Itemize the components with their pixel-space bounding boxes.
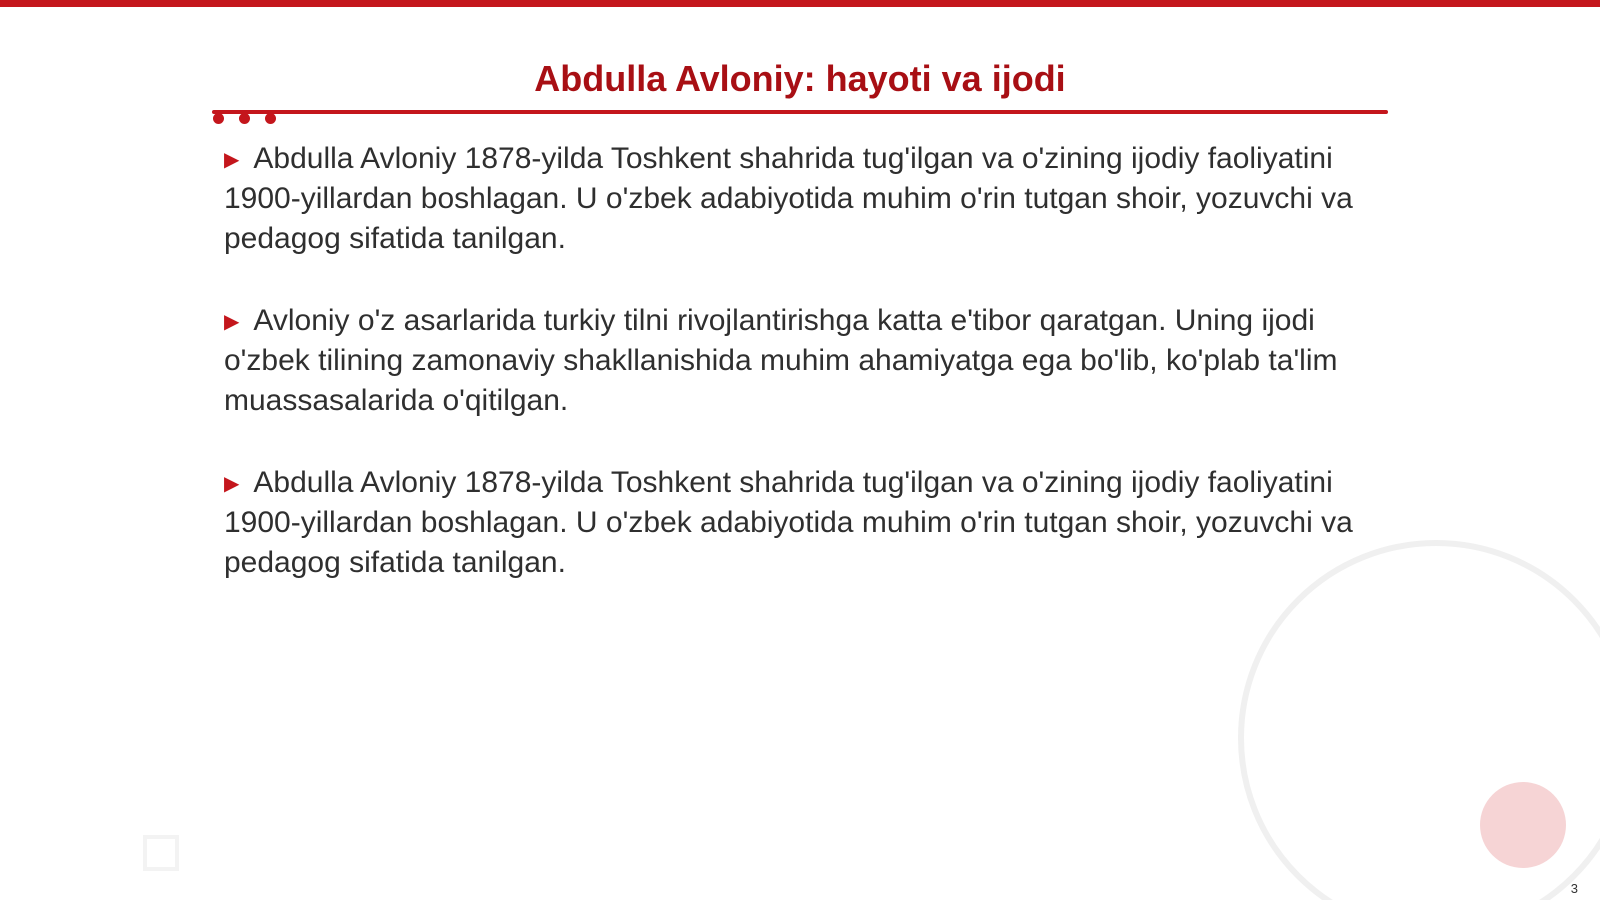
decor-square bbox=[143, 835, 179, 871]
bullet-text: Avloniy o'z asarlarida turkiy tilni rivojlantirishga katta e'tibor qaratgan. Uning ijodi o'zbek tilining zamonaviy shakllanishida muhim ahamiyatga ega bo'lib, ko'plab ta'lim muassasalarida o'qitilgan. bbox=[224, 304, 1338, 417]
title-underline bbox=[212, 110, 1388, 114]
top-accent-bar bbox=[0, 0, 1600, 7]
decor-circle bbox=[1480, 782, 1566, 868]
bullet-arrow-icon: ▶ bbox=[224, 149, 240, 171]
bullet-arrow-icon: ▶ bbox=[224, 473, 240, 495]
decor-dot bbox=[265, 113, 276, 124]
bullet-text: Abdulla Avloniy 1878-yilda Toshkent shahrida tug'ilgan va o'zining ijodiy faoliyatini 1900-yillardan boshlagan. U o'zbek adabiyotida muhim o'rin tutgan shoir, yozuvchi va pedagog sifatida tanilgan. bbox=[224, 142, 1353, 255]
bullet-item bbox=[224, 139, 1400, 259]
bullet-item bbox=[224, 463, 1400, 583]
bullet-arrow-icon: ▶ bbox=[224, 311, 240, 333]
bullet-text: Abdulla Avloniy 1878-yilda Toshkent shahrida tug'ilgan va o'zining ijodiy faoliyatini 1900-yillardan boshlagan. U o'zbek adabiyotida muhim o'rin tutgan shoir, yozuvchi va pedagog sifatida tanilgan. bbox=[224, 466, 1353, 579]
decor-dot bbox=[239, 113, 250, 124]
page-number: 3 bbox=[1570, 881, 1578, 896]
slide-title: Abdulla Avloniy: hayoti va ijodi bbox=[534, 58, 1066, 99]
bullet-list bbox=[224, 139, 1400, 625]
decor-dot bbox=[213, 113, 224, 124]
bullet-item bbox=[224, 301, 1400, 421]
